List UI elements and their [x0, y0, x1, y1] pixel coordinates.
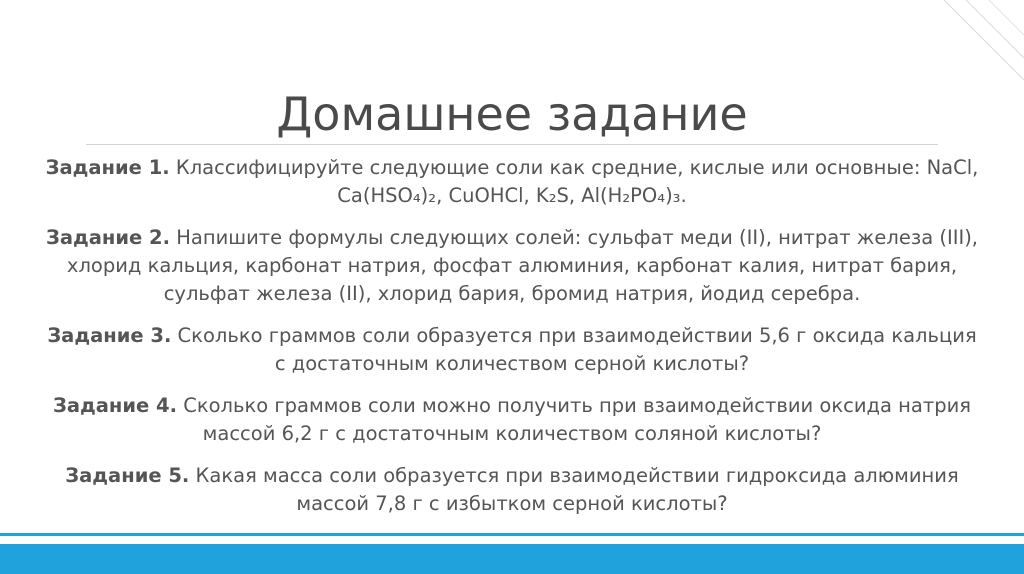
task-label: Задание 5. — [65, 464, 190, 487]
task-label: Задание 1. — [45, 156, 170, 179]
task-2 — [40, 224, 984, 308]
slide-title: Домашнее задание — [276, 87, 748, 141]
task-label: Задание 3. — [47, 324, 172, 347]
task-text: Напишите формулы следующих солей: сульфат меди (II), нитрат железа (III), хлорид кальция, карбонат натрия, фосфат алюминия, карбонат калия, нитрат бария, сульфат железа (II), хлорид бария, бромид натрия, йодид серебра. — [66, 226, 979, 305]
title-divider — [86, 144, 938, 145]
task-1 — [40, 154, 984, 210]
task-text: Классифицируйте следующие соли как средние, кислые или основные: NaCl, Ca(HSO₄)₂, CuOHCl, K₂S, Al(H₂PO₄)₃. — [169, 156, 979, 207]
task-4 — [40, 392, 984, 448]
slide-body — [40, 154, 984, 532]
task-text: Сколько граммов соли образуется при взаимодействии 5,6 г оксида кальция с достаточным количеством серной кислоты? — [171, 324, 977, 375]
task-5 — [40, 462, 984, 518]
task-label: Задание 2. — [45, 226, 171, 249]
task-text: Сколько граммов соли можно получить при взаимодействии оксида натрия массой 6,2 г с достаточным количеством соляной кислоты? — [177, 394, 971, 445]
footer-bar — [0, 544, 1024, 574]
task-text: Какая масса соли образуется при взаимодействии гидроксида алюминия массой 7,8 г с избытком серной кислоты? — [189, 464, 959, 515]
task-label: Задание 4. — [52, 394, 178, 417]
task-3 — [40, 322, 984, 378]
footer-gap — [0, 536, 1024, 544]
